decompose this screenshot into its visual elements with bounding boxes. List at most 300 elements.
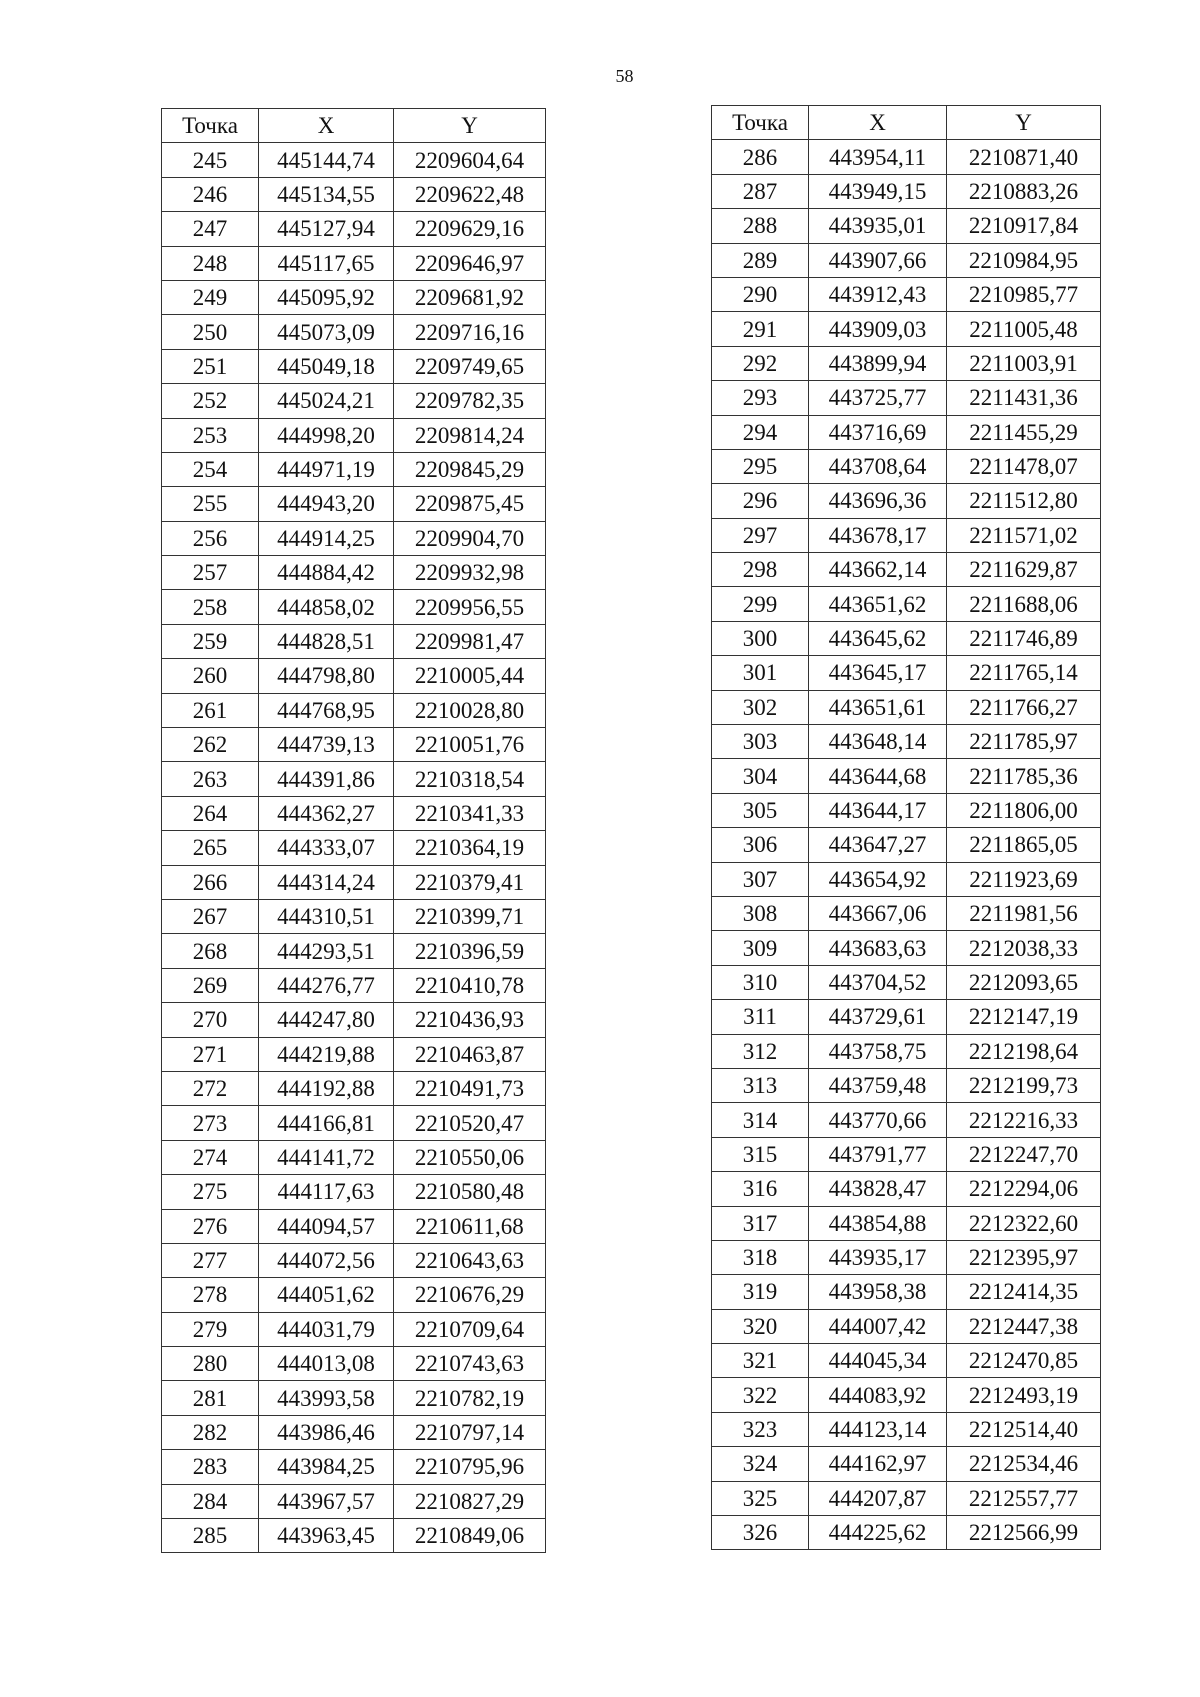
- x-coordinate-cell: 444219,88: [259, 1037, 394, 1071]
- y-coordinate-cell: 2212198,64: [947, 1034, 1101, 1068]
- x-coordinate-cell: 443704,52: [809, 965, 947, 999]
- table-row: [162, 796, 546, 830]
- point-number-cell: 313: [712, 1068, 809, 1102]
- y-coordinate-cell: 2209749,65: [394, 349, 546, 383]
- table-row: [162, 1003, 546, 1037]
- x-coordinate-cell: 444798,80: [259, 659, 394, 693]
- point-number-cell: 290: [712, 277, 809, 311]
- point-number-cell: 279: [162, 1312, 259, 1346]
- y-coordinate-cell: 2210984,95: [947, 243, 1101, 277]
- y-coordinate-cell: 2210051,76: [394, 728, 546, 762]
- y-coordinate-cell: 2211981,56: [947, 896, 1101, 930]
- table-row: [712, 1034, 1101, 1068]
- x-coordinate-cell: 443647,27: [809, 828, 947, 862]
- table-row: [162, 556, 546, 590]
- table-row: [712, 518, 1101, 552]
- x-coordinate-cell: 443907,66: [809, 243, 947, 277]
- y-coordinate-cell: 2212514,40: [947, 1412, 1101, 1446]
- point-number-cell: 311: [712, 1000, 809, 1034]
- point-number-cell: 257: [162, 556, 259, 590]
- point-number-cell: 299: [712, 587, 809, 621]
- y-coordinate-cell: 2210318,54: [394, 762, 546, 796]
- point-number-cell: 302: [712, 690, 809, 724]
- x-coordinate-cell: 444007,42: [809, 1309, 947, 1343]
- y-coordinate-cell: 2212247,70: [947, 1137, 1101, 1171]
- x-coordinate-cell: 443759,48: [809, 1068, 947, 1102]
- table-row: [712, 1309, 1101, 1343]
- x-coordinate-cell: 444971,19: [259, 452, 394, 486]
- y-coordinate-cell: 2210827,29: [394, 1484, 546, 1518]
- y-coordinate-cell: 2210491,73: [394, 1071, 546, 1105]
- point-number-cell: 303: [712, 725, 809, 759]
- point-number-cell: 259: [162, 624, 259, 658]
- table-header-row: [712, 106, 1101, 140]
- point-number-cell: 301: [712, 656, 809, 690]
- y-coordinate-cell: 2211688,06: [947, 587, 1101, 621]
- x-coordinate-cell: 443828,47: [809, 1172, 947, 1206]
- x-coordinate-cell: 445049,18: [259, 349, 394, 383]
- point-number-cell: 248: [162, 246, 259, 280]
- table-row: [712, 759, 1101, 793]
- y-coordinate-cell: 2210611,68: [394, 1209, 546, 1243]
- point-number-cell: 294: [712, 415, 809, 449]
- table-row: [162, 280, 546, 314]
- point-number-cell: 250: [162, 315, 259, 349]
- x-coordinate-cell: 444045,34: [809, 1344, 947, 1378]
- point-number-cell: 315: [712, 1137, 809, 1171]
- x-coordinate-cell: 444094,57: [259, 1209, 394, 1243]
- point-number-cell: 298: [712, 553, 809, 587]
- y-coordinate-cell: 2210849,06: [394, 1519, 546, 1553]
- point-number-cell: 268: [162, 934, 259, 968]
- table-row: [712, 1412, 1101, 1446]
- header-point: Точка: [162, 109, 259, 143]
- point-number-cell: 274: [162, 1140, 259, 1174]
- point-number-cell: 307: [712, 862, 809, 896]
- y-coordinate-cell: 2211923,69: [947, 862, 1101, 896]
- table-row: [712, 587, 1101, 621]
- y-coordinate-cell: 2210550,06: [394, 1140, 546, 1174]
- point-number-cell: 267: [162, 899, 259, 933]
- y-coordinate-cell: 2209681,92: [394, 280, 546, 314]
- point-number-cell: 293: [712, 381, 809, 415]
- x-coordinate-cell: 443758,75: [809, 1034, 947, 1068]
- point-number-cell: 309: [712, 931, 809, 965]
- table-row: [712, 346, 1101, 380]
- point-number-cell: 269: [162, 968, 259, 1002]
- x-coordinate-cell: 443716,69: [809, 415, 947, 449]
- y-coordinate-cell: 2212566,99: [947, 1516, 1101, 1550]
- y-coordinate-cell: 2210410,78: [394, 968, 546, 1002]
- x-coordinate-cell: 444884,42: [259, 556, 394, 590]
- coordinates-table-left: [161, 108, 546, 1553]
- y-coordinate-cell: 2211865,05: [947, 828, 1101, 862]
- y-coordinate-cell: 2209845,29: [394, 452, 546, 486]
- x-coordinate-cell: 444192,88: [259, 1071, 394, 1105]
- table-row: [712, 1240, 1101, 1274]
- point-number-cell: 314: [712, 1103, 809, 1137]
- table-row: [712, 725, 1101, 759]
- point-number-cell: 291: [712, 312, 809, 346]
- y-coordinate-cell: 2211003,91: [947, 346, 1101, 380]
- y-coordinate-cell: 2211746,89: [947, 621, 1101, 655]
- y-coordinate-cell: 2211785,97: [947, 725, 1101, 759]
- table-row: [712, 1172, 1101, 1206]
- y-coordinate-cell: 2210028,80: [394, 693, 546, 727]
- x-coordinate-cell: 443791,77: [809, 1137, 947, 1171]
- x-coordinate-cell: 444828,51: [259, 624, 394, 658]
- x-coordinate-cell: 444072,56: [259, 1243, 394, 1277]
- table-row: [162, 1415, 546, 1449]
- point-number-cell: 271: [162, 1037, 259, 1071]
- y-coordinate-cell: 2212534,46: [947, 1447, 1101, 1481]
- y-coordinate-cell: 2211455,29: [947, 415, 1101, 449]
- y-coordinate-cell: 2210917,84: [947, 209, 1101, 243]
- y-coordinate-cell: 2212395,97: [947, 1240, 1101, 1274]
- y-coordinate-cell: 2209646,97: [394, 246, 546, 280]
- table-row: [712, 1000, 1101, 1034]
- y-coordinate-cell: 2212147,19: [947, 1000, 1101, 1034]
- point-number-cell: 305: [712, 793, 809, 827]
- x-coordinate-cell: 444391,86: [259, 762, 394, 796]
- table-row: [162, 1312, 546, 1346]
- y-coordinate-cell: 2209956,55: [394, 590, 546, 624]
- table-row: [712, 1516, 1101, 1550]
- x-coordinate-cell: 443644,17: [809, 793, 947, 827]
- x-coordinate-cell: 443986,46: [259, 1415, 394, 1449]
- table-row: [712, 415, 1101, 449]
- y-coordinate-cell: 2210005,44: [394, 659, 546, 693]
- table-row: [712, 1378, 1101, 1412]
- table-row: [162, 624, 546, 658]
- table-row: [712, 1137, 1101, 1171]
- x-coordinate-cell: 443696,36: [809, 484, 947, 518]
- table-row: [712, 449, 1101, 483]
- x-coordinate-cell: 444083,92: [809, 1378, 947, 1412]
- table-row: [162, 349, 546, 383]
- point-number-cell: 283: [162, 1450, 259, 1484]
- y-coordinate-cell: 2210520,47: [394, 1106, 546, 1140]
- table-row: [162, 143, 546, 177]
- x-coordinate-cell: 444914,25: [259, 521, 394, 555]
- table-row: [162, 899, 546, 933]
- table-row: [712, 1068, 1101, 1102]
- point-number-cell: 321: [712, 1344, 809, 1378]
- x-coordinate-cell: 444207,87: [809, 1481, 947, 1515]
- x-coordinate-cell: 443984,25: [259, 1450, 394, 1484]
- x-coordinate-cell: 444051,62: [259, 1278, 394, 1312]
- table-row: [162, 968, 546, 1002]
- x-coordinate-cell: 443993,58: [259, 1381, 394, 1415]
- x-coordinate-cell: 443935,17: [809, 1240, 947, 1274]
- point-number-cell: 286: [712, 140, 809, 174]
- x-coordinate-cell: 443645,17: [809, 656, 947, 690]
- y-coordinate-cell: 2209716,16: [394, 315, 546, 349]
- x-coordinate-cell: 443949,15: [809, 174, 947, 208]
- y-coordinate-cell: 2210797,14: [394, 1415, 546, 1449]
- point-number-cell: 266: [162, 865, 259, 899]
- table-row: [712, 277, 1101, 311]
- table-row: [162, 1175, 546, 1209]
- table-row: [712, 1344, 1101, 1378]
- point-number-cell: 324: [712, 1447, 809, 1481]
- y-coordinate-cell: 2209981,47: [394, 624, 546, 658]
- point-number-cell: 247: [162, 212, 259, 246]
- point-number-cell: 275: [162, 1175, 259, 1209]
- x-coordinate-cell: 443854,88: [809, 1206, 947, 1240]
- table-row: [162, 384, 546, 418]
- x-coordinate-cell: 444739,13: [259, 728, 394, 762]
- table-row: [162, 1071, 546, 1105]
- point-number-cell: 304: [712, 759, 809, 793]
- y-coordinate-cell: 2211629,87: [947, 553, 1101, 587]
- y-coordinate-cell: 2210463,87: [394, 1037, 546, 1071]
- x-coordinate-cell: 443909,03: [809, 312, 947, 346]
- x-coordinate-cell: 444013,08: [259, 1347, 394, 1381]
- point-number-cell: 326: [712, 1516, 809, 1550]
- point-number-cell: 254: [162, 452, 259, 486]
- point-number-cell: 285: [162, 1519, 259, 1553]
- x-coordinate-cell: 443725,77: [809, 381, 947, 415]
- table-row: [712, 793, 1101, 827]
- y-coordinate-cell: 2211785,36: [947, 759, 1101, 793]
- y-coordinate-cell: 2210364,19: [394, 831, 546, 865]
- y-coordinate-cell: 2211766,27: [947, 690, 1101, 724]
- point-number-cell: 295: [712, 449, 809, 483]
- x-coordinate-cell: 444031,79: [259, 1312, 394, 1346]
- x-coordinate-cell: 443954,11: [809, 140, 947, 174]
- y-coordinate-cell: 2211431,36: [947, 381, 1101, 415]
- x-coordinate-cell: 443662,14: [809, 553, 947, 587]
- x-coordinate-cell: 444310,51: [259, 899, 394, 933]
- header-y: Y: [394, 109, 546, 143]
- point-number-cell: 246: [162, 177, 259, 211]
- point-number-cell: 306: [712, 828, 809, 862]
- point-number-cell: 297: [712, 518, 809, 552]
- table-row: [162, 212, 546, 246]
- table-row: [712, 484, 1101, 518]
- point-number-cell: 270: [162, 1003, 259, 1037]
- point-number-cell: 318: [712, 1240, 809, 1274]
- point-number-cell: 264: [162, 796, 259, 830]
- y-coordinate-cell: 2210782,19: [394, 1381, 546, 1415]
- y-coordinate-cell: 2209604,64: [394, 143, 546, 177]
- header-y: Y: [947, 106, 1101, 140]
- x-coordinate-cell: 444998,20: [259, 418, 394, 452]
- y-coordinate-cell: 2209782,35: [394, 384, 546, 418]
- x-coordinate-cell: 444314,24: [259, 865, 394, 899]
- x-coordinate-cell: 444362,27: [259, 796, 394, 830]
- x-coordinate-cell: 444247,80: [259, 1003, 394, 1037]
- point-number-cell: 261: [162, 693, 259, 727]
- x-coordinate-cell: 444943,20: [259, 487, 394, 521]
- y-coordinate-cell: 2210436,93: [394, 1003, 546, 1037]
- y-coordinate-cell: 2210399,71: [394, 899, 546, 933]
- page-number: 58: [615, 66, 634, 86]
- point-number-cell: 263: [162, 762, 259, 796]
- x-coordinate-cell: 443770,66: [809, 1103, 947, 1137]
- x-coordinate-cell: 443654,92: [809, 862, 947, 896]
- point-number-cell: 278: [162, 1278, 259, 1312]
- table-row: [162, 452, 546, 486]
- table-row: [162, 521, 546, 555]
- x-coordinate-cell: 444117,63: [259, 1175, 394, 1209]
- point-number-cell: 300: [712, 621, 809, 655]
- table-row: [712, 1103, 1101, 1137]
- y-coordinate-cell: 2212199,73: [947, 1068, 1101, 1102]
- table-row: [162, 1278, 546, 1312]
- point-number-cell: 253: [162, 418, 259, 452]
- y-coordinate-cell: 2212216,33: [947, 1103, 1101, 1137]
- table-row: [712, 243, 1101, 277]
- point-number-cell: 319: [712, 1275, 809, 1309]
- point-number-cell: 316: [712, 1172, 809, 1206]
- table-row: [712, 656, 1101, 690]
- y-coordinate-cell: 2210643,63: [394, 1243, 546, 1277]
- y-coordinate-cell: 2210341,33: [394, 796, 546, 830]
- table-row: [162, 1450, 546, 1484]
- x-coordinate-cell: 443683,63: [809, 931, 947, 965]
- y-coordinate-cell: 2210795,96: [394, 1450, 546, 1484]
- point-number-cell: 265: [162, 831, 259, 865]
- table-row: [712, 312, 1101, 346]
- y-coordinate-cell: 2212470,85: [947, 1344, 1101, 1378]
- x-coordinate-cell: 443963,45: [259, 1519, 394, 1553]
- table-row: [162, 934, 546, 968]
- y-coordinate-cell: 2209814,24: [394, 418, 546, 452]
- table-row: [712, 209, 1101, 243]
- header-x: X: [809, 106, 947, 140]
- point-number-cell: 310: [712, 965, 809, 999]
- x-coordinate-cell: 444276,77: [259, 968, 394, 1002]
- point-number-cell: 273: [162, 1106, 259, 1140]
- y-coordinate-cell: 2211478,07: [947, 449, 1101, 483]
- point-number-cell: 317: [712, 1206, 809, 1240]
- point-number-cell: 284: [162, 1484, 259, 1518]
- x-coordinate-cell: 445127,94: [259, 212, 394, 246]
- y-coordinate-cell: 2212322,60: [947, 1206, 1101, 1240]
- table-row: [162, 1243, 546, 1277]
- y-coordinate-cell: 2210676,29: [394, 1278, 546, 1312]
- header-point: Точка: [712, 106, 809, 140]
- y-coordinate-cell: 2210379,41: [394, 865, 546, 899]
- table-row: [162, 418, 546, 452]
- point-number-cell: 322: [712, 1378, 809, 1412]
- y-coordinate-cell: 2212447,38: [947, 1309, 1101, 1343]
- table-row: [712, 690, 1101, 724]
- table-row: [162, 693, 546, 727]
- point-number-cell: 260: [162, 659, 259, 693]
- table-row: [712, 896, 1101, 930]
- point-number-cell: 289: [712, 243, 809, 277]
- y-coordinate-cell: 2212414,35: [947, 1275, 1101, 1309]
- point-number-cell: 287: [712, 174, 809, 208]
- coordinates-table-right: [711, 105, 1101, 1550]
- point-number-cell: 251: [162, 349, 259, 383]
- point-number-cell: 262: [162, 728, 259, 762]
- table-row: [712, 828, 1101, 862]
- table-row: [712, 553, 1101, 587]
- x-coordinate-cell: 444225,62: [809, 1516, 947, 1550]
- table-row: [162, 1140, 546, 1174]
- x-coordinate-cell: 445095,92: [259, 280, 394, 314]
- y-coordinate-cell: 2211806,00: [947, 793, 1101, 827]
- x-coordinate-cell: 443667,06: [809, 896, 947, 930]
- table-header-row: [162, 109, 546, 143]
- x-coordinate-cell: 444166,81: [259, 1106, 394, 1140]
- point-number-cell: 320: [712, 1309, 809, 1343]
- x-coordinate-cell: 443651,62: [809, 587, 947, 621]
- table-row: [162, 1381, 546, 1415]
- table-row: [162, 590, 546, 624]
- y-coordinate-cell: 2210709,64: [394, 1312, 546, 1346]
- y-coordinate-cell: 2210985,77: [947, 277, 1101, 311]
- point-number-cell: 312: [712, 1034, 809, 1068]
- point-number-cell: 255: [162, 487, 259, 521]
- table-row: [162, 1347, 546, 1381]
- table-row: [712, 621, 1101, 655]
- x-coordinate-cell: 443912,43: [809, 277, 947, 311]
- y-coordinate-cell: 2210883,26: [947, 174, 1101, 208]
- y-coordinate-cell: 2211571,02: [947, 518, 1101, 552]
- x-coordinate-cell: 443729,61: [809, 1000, 947, 1034]
- table-row: [162, 315, 546, 349]
- x-coordinate-cell: 443678,17: [809, 518, 947, 552]
- y-coordinate-cell: 2212093,65: [947, 965, 1101, 999]
- table-row: [712, 1206, 1101, 1240]
- y-coordinate-cell: 2212493,19: [947, 1378, 1101, 1412]
- table-row: [162, 1209, 546, 1243]
- table-row: [162, 177, 546, 211]
- x-coordinate-cell: 444333,07: [259, 831, 394, 865]
- point-number-cell: 280: [162, 1347, 259, 1381]
- point-number-cell: 282: [162, 1415, 259, 1449]
- y-coordinate-cell: 2212557,77: [947, 1481, 1101, 1515]
- y-coordinate-cell: 2210580,48: [394, 1175, 546, 1209]
- point-number-cell: 325: [712, 1481, 809, 1515]
- table-row: [162, 487, 546, 521]
- x-coordinate-cell: 444768,95: [259, 693, 394, 727]
- table-row: [162, 659, 546, 693]
- table-row: [712, 140, 1101, 174]
- y-coordinate-cell: 2209622,48: [394, 177, 546, 211]
- x-coordinate-cell: 443644,68: [809, 759, 947, 793]
- x-coordinate-cell: 445134,55: [259, 177, 394, 211]
- table-row: [712, 174, 1101, 208]
- table-row: [712, 862, 1101, 896]
- point-number-cell: 252: [162, 384, 259, 418]
- x-coordinate-cell: 443899,94: [809, 346, 947, 380]
- table-row: [712, 1481, 1101, 1515]
- point-number-cell: 296: [712, 484, 809, 518]
- point-number-cell: 277: [162, 1243, 259, 1277]
- x-coordinate-cell: 443967,57: [259, 1484, 394, 1518]
- x-coordinate-cell: 443935,01: [809, 209, 947, 243]
- y-coordinate-cell: 2210743,63: [394, 1347, 546, 1381]
- point-number-cell: 276: [162, 1209, 259, 1243]
- point-number-cell: 245: [162, 143, 259, 177]
- point-number-cell: 281: [162, 1381, 259, 1415]
- point-number-cell: 272: [162, 1071, 259, 1105]
- point-number-cell: 256: [162, 521, 259, 555]
- table-row: [162, 1106, 546, 1140]
- header-x: X: [259, 109, 394, 143]
- point-number-cell: 258: [162, 590, 259, 624]
- x-coordinate-cell: 443708,64: [809, 449, 947, 483]
- table-row: [162, 762, 546, 796]
- table-row: [712, 965, 1101, 999]
- table-row: [162, 1484, 546, 1518]
